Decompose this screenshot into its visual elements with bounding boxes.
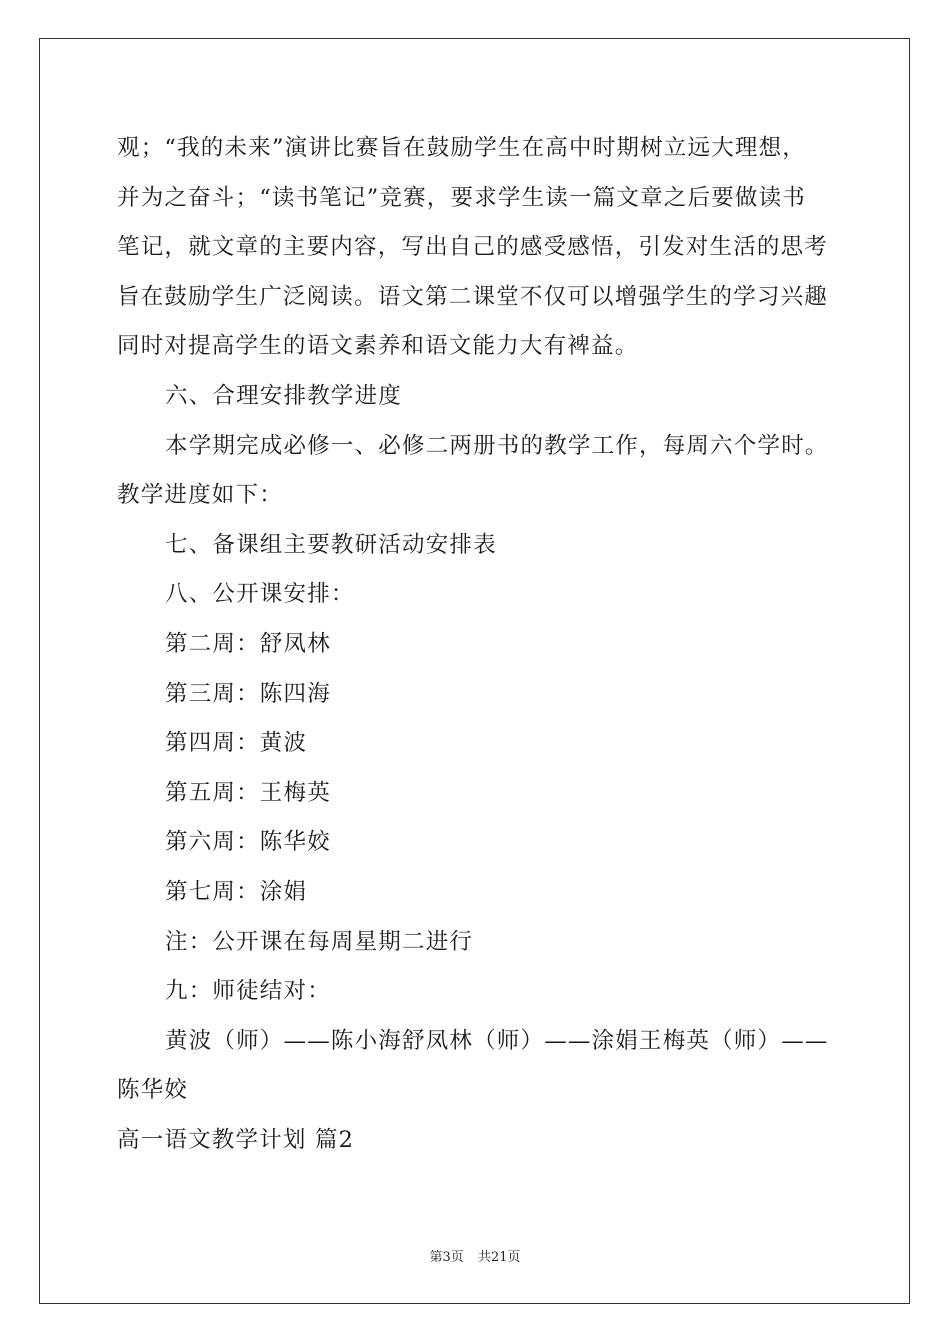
page-total: 共21页 [477, 1250, 521, 1265]
text-line: 并为之奋斗；“读书笔记”竞赛，要求学生读一篇文章之后要做读书 [117, 184, 807, 211]
text-line: 本学期完成必修一、必修二两册书的教学工作，每周六个学时。 [165, 432, 829, 459]
text-line: 第四周：黄波 [165, 730, 308, 757]
text-line: 六、合理安排教学进度 [165, 382, 403, 409]
text-line: 观；“我的未来”演讲比赛旨在鼓励学生在高中时期树立远大理想， [117, 135, 807, 161]
page-footer [0, 1246, 950, 1265]
text-line: 同时对提高学生的语文素养和语文能力大有裨益。 [117, 333, 639, 360]
page-number: 第3页 [429, 1250, 464, 1265]
text-line: 教学进度如下： [117, 482, 283, 509]
text-line: 第六周：陈华姣 [165, 829, 331, 856]
text-line: 注：公开课在每周星期二进行 [165, 928, 474, 955]
text-line: 第七周：涂娟 [165, 878, 308, 905]
text-line: 九：师徒结对： [165, 978, 331, 1005]
text-line: 高一语文教学计划 篇2 [117, 1126, 355, 1153]
text-line: 八、公开课安排： [165, 581, 355, 608]
text-line: 第二周：舒凤林 [165, 630, 331, 657]
text-line: 第三周：陈四海 [165, 680, 331, 707]
text-line: 第五周：王梅英 [165, 779, 331, 806]
text-line: 陈华姣 [117, 1077, 189, 1104]
text-line: 笔记，就文章的主要内容，写出自己的感受感悟，引发对生活的思考 [117, 234, 829, 261]
text-line: 黄波（师）——陈小海舒凤林（师）——涂娟王梅英（师）—— [165, 1027, 829, 1054]
text-line: 旨在鼓励学生广泛阅读。语文第二课堂不仅可以增强学生的学习兴趣 [117, 283, 829, 310]
text-line: 七、备课组主要教研活动安排表 [165, 531, 497, 558]
document-body [117, 124, 837, 1165]
